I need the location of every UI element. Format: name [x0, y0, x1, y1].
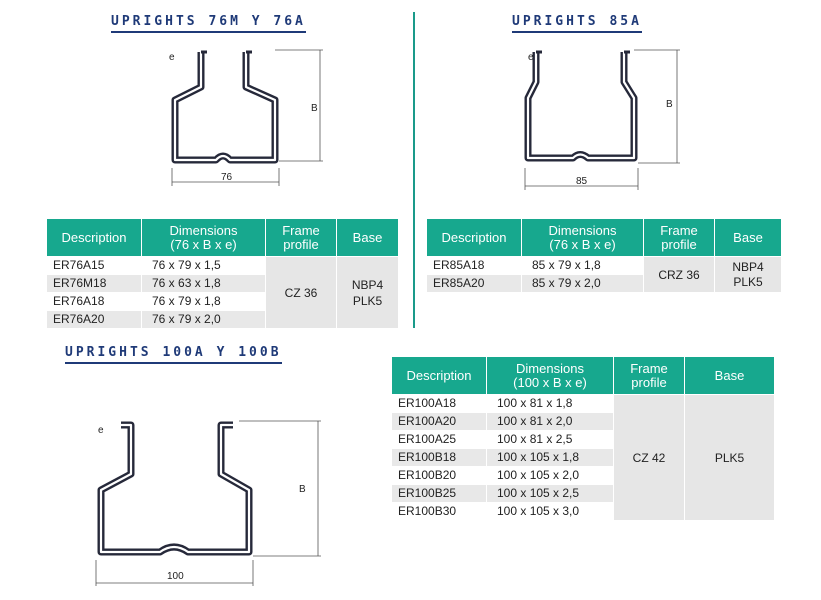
- section-title-100: UPRIGHTS 100A Y 100B: [65, 345, 282, 364]
- table-row: [392, 395, 775, 413]
- header-dimensions: Dimensions (76 x B x e): [522, 219, 644, 257]
- row-dimensions: 76 x 79 x 2,0: [142, 311, 266, 329]
- row-dimensions: 76 x 63 x 1,8: [142, 275, 266, 293]
- row-description: ER85A20: [427, 275, 522, 293]
- section-title-85: UPRIGHTS 85A: [512, 14, 642, 33]
- frame-profile-cell: CRZ 36: [644, 257, 715, 293]
- row-dimensions: 100 x 81 x 1,8: [487, 395, 614, 413]
- row-description: ER85A18: [427, 257, 522, 275]
- frame-profile-cell: CZ 42: [614, 395, 685, 521]
- header-description: Description: [47, 219, 142, 257]
- header-base: Base: [685, 357, 775, 395]
- row-dimensions: 100 x 81 x 2,5: [487, 431, 614, 449]
- b-label-100: B: [299, 484, 306, 495]
- e-label-100: e: [98, 425, 104, 436]
- e-label-76: e: [169, 52, 175, 63]
- row-description: ER76M18: [47, 275, 142, 293]
- width-label-85: 85: [576, 176, 588, 187]
- row-description: ER76A18: [47, 293, 142, 311]
- row-dimensions: 85 x 79 x 2,0: [522, 275, 644, 293]
- header-dimensions: Dimensions (76 x B x e): [142, 219, 266, 257]
- row-description: ER100A18: [392, 395, 487, 413]
- width-label-76: 76: [221, 172, 233, 183]
- row-description: ER100B20: [392, 467, 487, 485]
- row-dimensions: 100 x 105 x 3,0: [487, 503, 614, 521]
- row-description: ER100B18: [392, 449, 487, 467]
- table-row: [47, 257, 399, 275]
- row-description: ER76A20: [47, 311, 142, 329]
- header-description: Description: [392, 357, 487, 395]
- spec-table-100: [391, 356, 775, 521]
- row-dimensions: 76 x 79 x 1,8: [142, 293, 266, 311]
- base-cell: NBP4 PLK5: [715, 257, 782, 293]
- row-dimensions: 100 x 105 x 2,0: [487, 467, 614, 485]
- row-dimensions: 76 x 79 x 1,5: [142, 257, 266, 275]
- spec-table-76: [46, 218, 399, 329]
- width-label-100: 100: [167, 571, 184, 582]
- base-cell: NBP4 PLK5: [337, 257, 399, 329]
- row-dimensions: 85 x 79 x 1,8: [522, 257, 644, 275]
- header-description: Description: [427, 219, 522, 257]
- row-dimensions: 100 x 105 x 2,5: [487, 485, 614, 503]
- frame-profile-cell: CZ 36: [266, 257, 337, 329]
- row-description: ER100B25: [392, 485, 487, 503]
- header-dimensions: Dimensions (100 x B x e): [487, 357, 614, 395]
- row-dimensions: 100 x 81 x 2,0: [487, 413, 614, 431]
- row-description: ER76A15: [47, 257, 142, 275]
- header-base: Base: [337, 219, 399, 257]
- section-title-76: UPRIGHTS 76M Y 76A: [111, 14, 306, 33]
- base-cell: PLK5: [685, 395, 775, 521]
- row-description: ER100A20: [392, 413, 487, 431]
- row-description: ER100B30: [392, 503, 487, 521]
- spec-table-85: [426, 218, 782, 293]
- row-description: ER100A25: [392, 431, 487, 449]
- header-frame-profile: Frame profile: [266, 219, 337, 257]
- header-base: Base: [715, 219, 782, 257]
- header-frame-profile: Frame profile: [614, 357, 685, 395]
- b-label-76: B: [311, 103, 318, 114]
- e-label-85: e: [528, 52, 534, 63]
- b-label-85: B: [666, 99, 673, 110]
- upright-profile-100: [101, 425, 249, 552]
- table-row: [427, 257, 782, 275]
- header-frame-profile: Frame profile: [644, 219, 715, 257]
- row-dimensions: 100 x 105 x 1,8: [487, 449, 614, 467]
